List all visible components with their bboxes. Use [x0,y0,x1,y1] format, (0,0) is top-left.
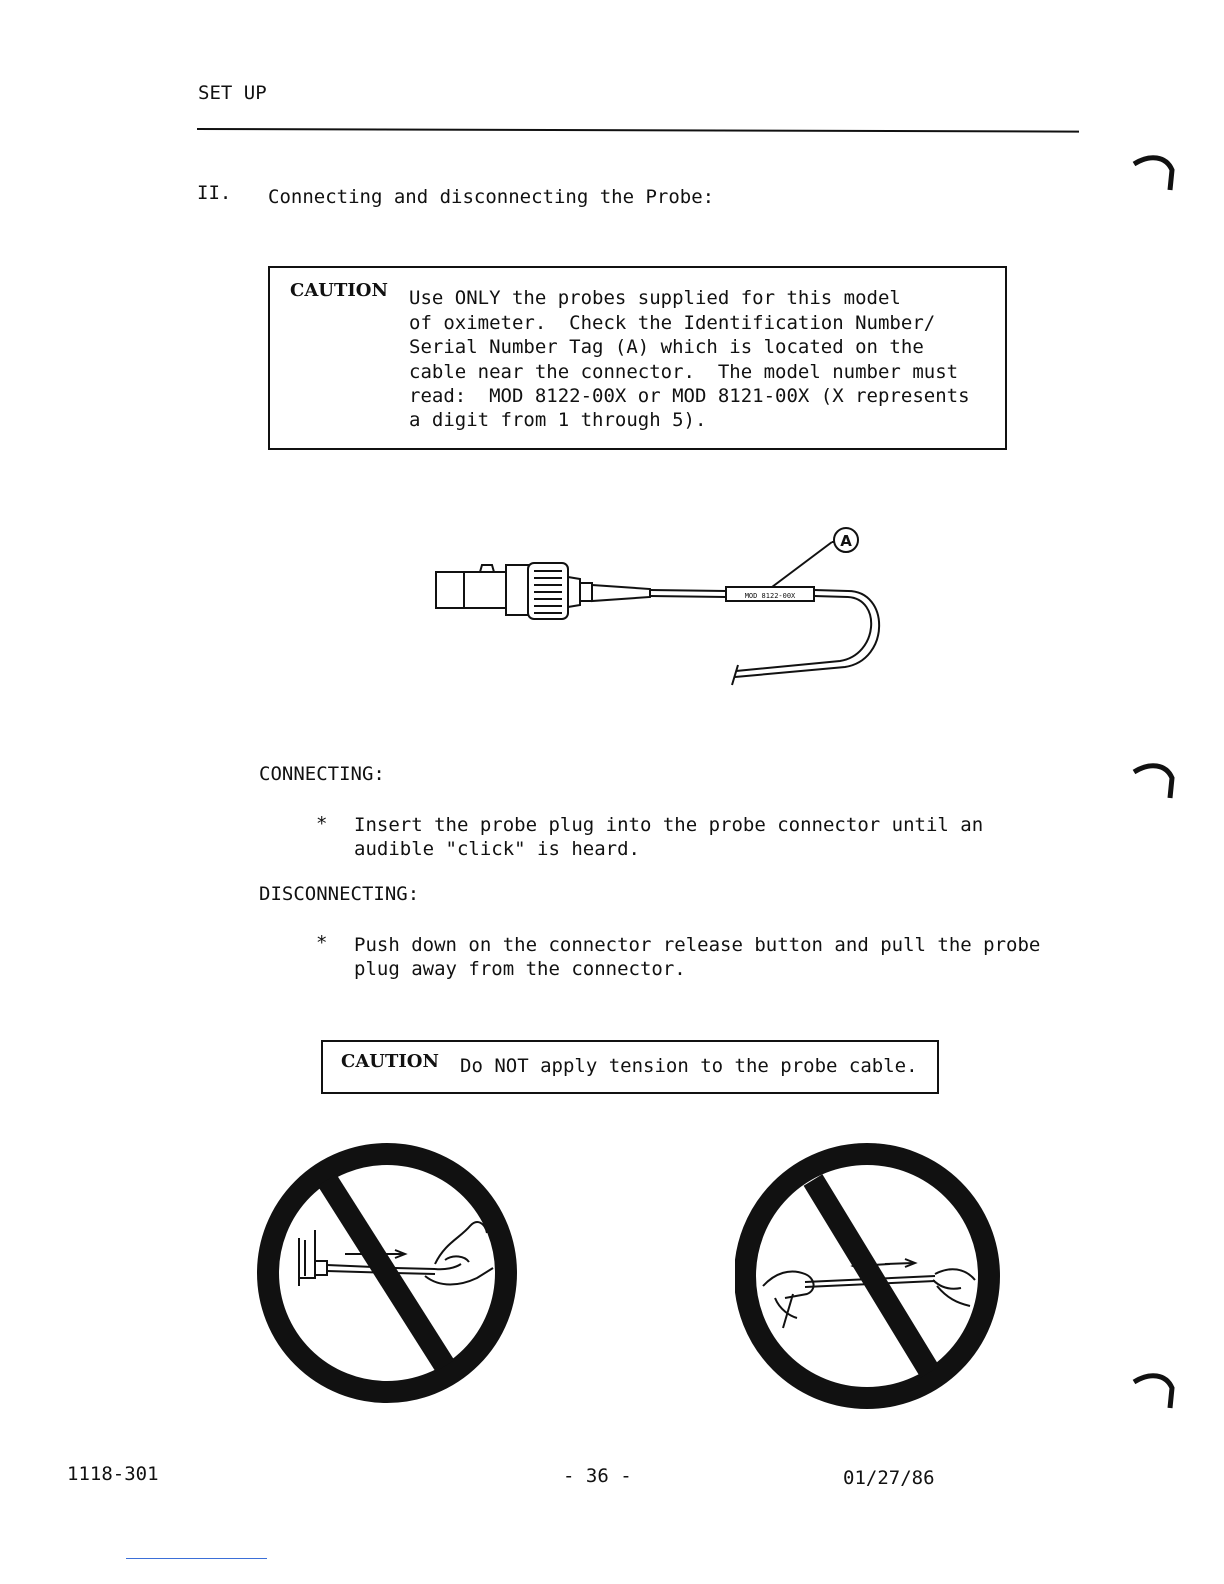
footer-doc-number: 1118-301 [67,1463,159,1485]
caution-line-3: Serial Number Tag (A) which is located on the [409,336,924,358]
binder-mark-icon [1130,758,1180,808]
caution-line-1: Use ONLY the probes supplied for this model [409,287,901,309]
disconnecting-bullet: * [316,932,328,954]
binder-mark-icon [1130,150,1180,200]
id-tag-text: MOD 8122-00X [744,592,796,600]
caution-box-probes [268,266,1007,450]
connecting-line-2: audible "click" is heard. [354,838,640,860]
caution-box-tension [321,1040,939,1094]
disconnecting-heading: DISCONNECTING: [259,883,420,905]
connecting-line-1: Insert the probe plug into the probe connector until an [354,814,984,836]
header-rule [197,128,1079,133]
binder-mark-icon [1130,1368,1180,1418]
caution-line-5: read: MOD 8122-00X or MOD 8121-00X (X represents [409,385,970,407]
no-stretch-cable-figure [735,1138,1001,1412]
caution-line-4: cable near the connector. The model number must [409,361,959,383]
section-number: II. [197,182,232,204]
caution-text: Do NOT apply tension to the probe cable. [460,1055,918,1077]
bottom-divider [126,1558,267,1559]
callout-a-label: A [840,532,852,550]
disconnecting-line-1: Push down on the connector release button and pull the probe [354,934,1041,956]
connecting-bullet: * [316,813,328,835]
caution-label: CAUTION [341,1051,439,1072]
caution-line-2: of oximeter. Check the Identification Number/ [409,312,936,334]
section-header: SET UP [198,82,267,104]
disconnecting-line-2: plug away from the connector. [354,958,686,980]
footer-page-number: - 36 - [563,1465,632,1487]
caution-label: CAUTION [290,280,388,301]
section-title: Connecting and disconnecting the Probe: [268,186,715,208]
footer-date: 01/27/86 [843,1467,935,1489]
caution-line-6: a digit from 1 through 5). [409,409,707,431]
no-pull-connector-figure [255,1138,519,1408]
probe-connector-figure [420,515,900,700]
connecting-heading: CONNECTING: [259,763,385,785]
